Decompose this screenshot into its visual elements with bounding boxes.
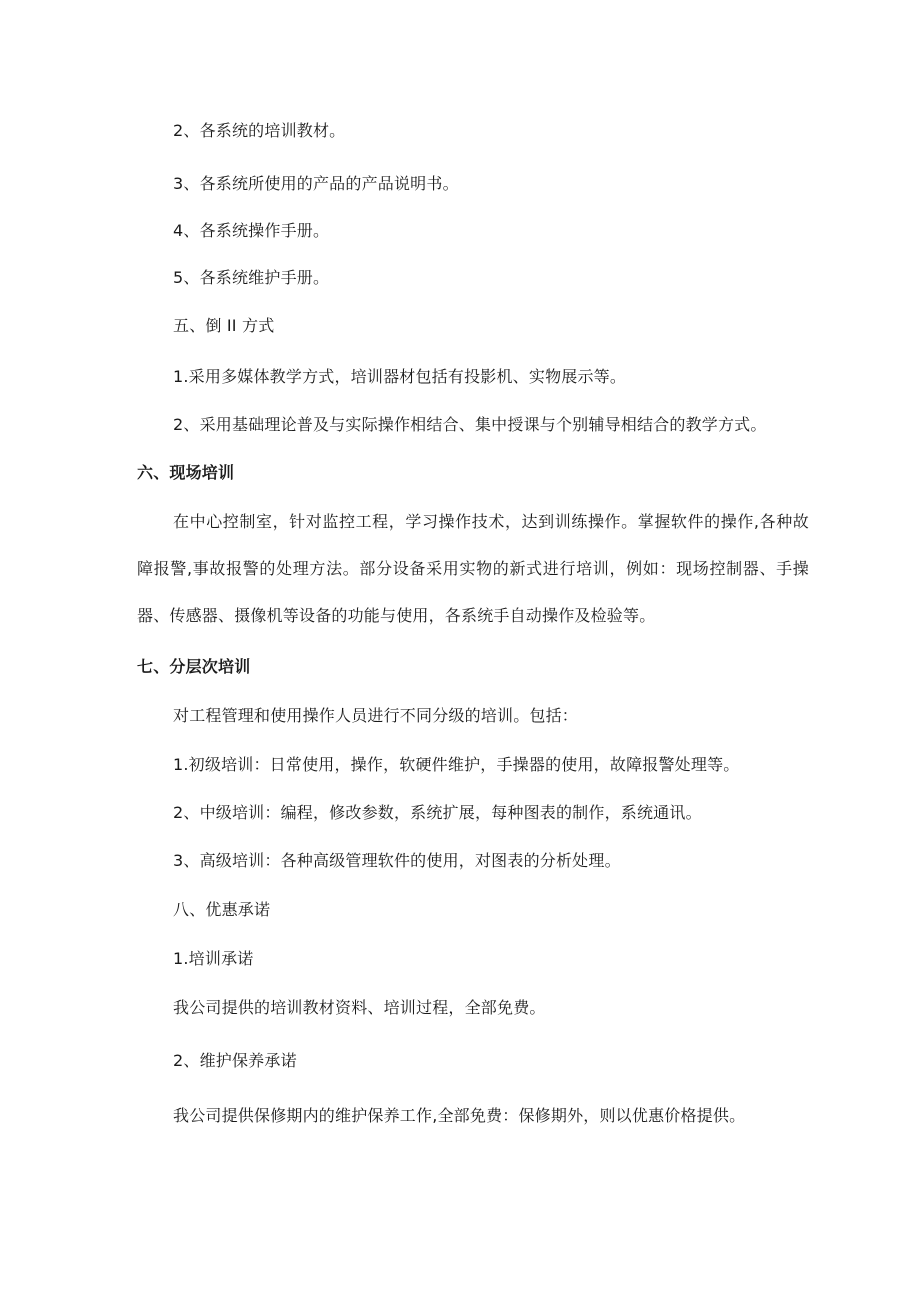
- list-item-intermediate-training: 2、中级培训：编程，修改参数，系统扩展，每种图表的制作，系统通讯。: [173, 803, 702, 822]
- section-heading-onsite-training: 六、现场培训: [137, 463, 235, 482]
- list-item-training-commitment: 1.培训承诺: [173, 949, 254, 968]
- list-item-maintenance-commitment: 2、维护保养承诺: [173, 1051, 297, 1070]
- list-item-teaching-approach: 2、采用基础理论普及与实际操作相结合、集中授课与个别辅导相结合的教学方式。: [173, 415, 767, 434]
- list-item-basic-training: 1.初级培训：日常使用，操作，软硬件维护，手操器的使用，故障报警处理等。: [173, 755, 740, 774]
- section-heading-preferential-commitment: 八、优惠承诺: [173, 900, 271, 919]
- section-heading-tiered-training: 七、分层次培训: [137, 657, 251, 676]
- section-heading-training-method: 五、倒 II 方式: [173, 316, 275, 335]
- paragraph-tiered-intro: 对工程管理和使用操作人员进行不同分级的培训。包括：: [173, 706, 579, 725]
- list-item-operation-manual: 4、各系统操作手册。: [173, 221, 330, 240]
- list-item-training-materials: 2、各系统的培训教材。: [173, 121, 346, 140]
- list-item-product-manuals: 3、各系统所使用的产品的产品说明书。: [173, 174, 459, 193]
- paragraph-onsite-training: 在中心控制室，针对监控工程，学习操作技术，达到训练操作。掌握软件的操作,各种故障报警,事故报警的处理方法。部分设备采用实物的新式进行培训，例如：现场控制器、手操器、传感器、摄像机等设备的功能与使用，各系统手自动操作及检验等。: [137, 512, 809, 625]
- list-item-maintenance-manual: 5、各系统维护手册。: [173, 268, 330, 287]
- paragraph-training-free: 我公司提供的培训教材资料、培训过程，全部免费。: [173, 998, 546, 1017]
- paragraph-maintenance-terms: 我公司提供保修期内的维护保养工作,全部免费：保修期外，则以优惠价格提供。: [173, 1106, 746, 1125]
- list-item-advanced-training: 3、高级培训：各种高级管理软件的使用，对图表的分析处理。: [173, 851, 621, 870]
- list-item-multimedia: 1.采用多媒体教学方式，培训器材包括有投影机、实物展示等。: [173, 367, 627, 386]
